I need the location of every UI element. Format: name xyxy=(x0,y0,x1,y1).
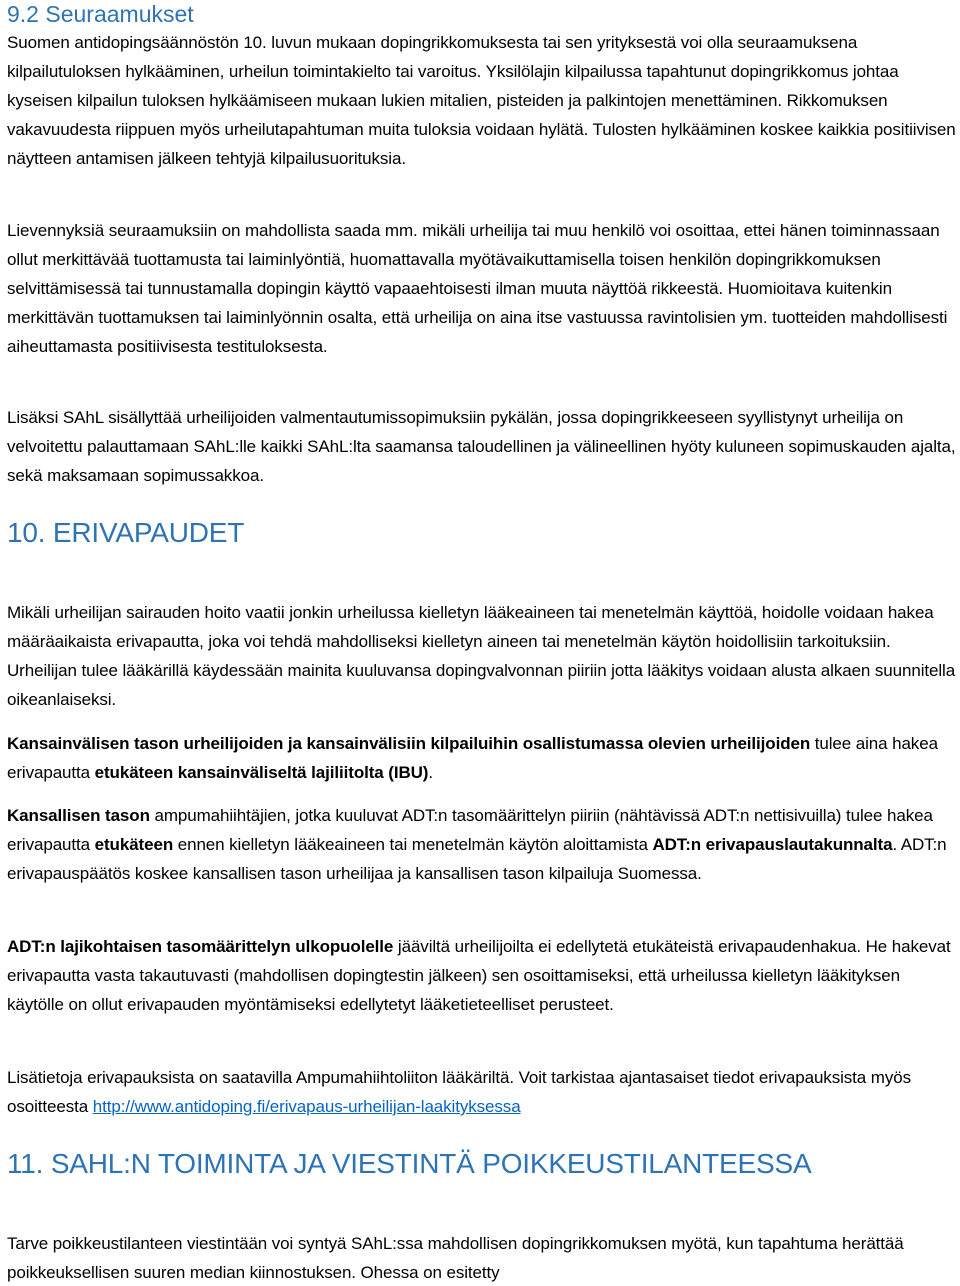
section-11-heading: 11. SAHL:N TOIMINTA JA VIESTINTÄ POIKKEUSTILANTEESSA xyxy=(7,1148,812,1179)
paragraph-text: jääviltä urheilijoilta ei edellytetä etukäteistä erivapaudenhakua. He hakevat erivapautta vasta takautuvasti (mahdollisen dopingtestin jälkeen) sen osoittamiseksi, että urheilussa kielletyn lääkityksen käytölle on ollut erivapauden myöntämiseksi edellytetyt lääketieteelliset perusteet. xyxy=(7,937,951,1014)
bold-text: Kansainvälisen tason urheilijoiden ja kansainvälisiin kilpailuihin osallistumassa olevien urheilijoiden xyxy=(7,734,811,753)
section-10-heading: 10. ERIVAPAUDET xyxy=(7,517,245,548)
section-10-paragraph-5 xyxy=(7,1063,957,1121)
paragraph-text: ampumahiihtäjien, jotka kuuluvat ADT:n tasomäärittelyn piiriin (nähtävissä ADT:n nettisivuilla) tulee hakea erivapautta xyxy=(7,806,933,854)
bold-text: etukäteen kansainväliseltä lajiliitolta (IBU) xyxy=(94,763,429,782)
section-9-2-paragraph-1 xyxy=(7,28,957,173)
paragraph-text: . xyxy=(428,763,433,782)
section-10-paragraph-2 xyxy=(7,729,957,787)
paragraph-text: tulee aina hakea erivapautta xyxy=(7,734,938,782)
section-9-2-paragraph-2: Lievennyksiä seuraamuksiin on mahdollista saada mm. mikäli urheilija tai muu henkilö voi osoittaa, ettei hänen toiminnassaan ollut merkittävää tuottamusta tai laiminlyöntiä, huomattavalla myötävaikuttamisella toisen henkilön dopingrikkomuksen selvittämisessä tai tunnustamalla dopingin käyttö vapaaehtoisesti ilman muuta näyttöä rikkeestä. Huomioitava kuitenkin merkittävän tuottamuksen tai laiminlyönnin osalta, että urheilija on aina itse vastuussa ravintolisien ym. tuotteiden mahdollisesti aiheuttamasta positiivisesta testituloksesta. xyxy=(7,221,948,356)
section-10-paragraph-4 xyxy=(7,932,957,1019)
section-11-paragraph-1: Tarve poikkeustilanteen viestintään voi syntyä SAhL:ssa mahdollisen dopingrikkomuksen myötä, kun tapahtuma herättää poikkeuksellisen suuren median kiinnostuksen. Ohessa on esitetty xyxy=(7,1234,904,1282)
paragraph-text: Suomen antidopingsäännöstön 10. luvun mukaan dopingrikkomuksesta tai sen yrityksestä voi olla seuraamuksena kilpailutuloksen hylkääminen, urheilun toimintakielto tai varoitus. Yksilölajin kilpailussa tapahtunut dopingrikkomus johtaa kyseisen kilpailun tuloksen hylkäämiseen mukaan lukien mitalien, pisteiden ja palkintojen menettäminen. xyxy=(7,33,899,110)
bold-text: Kansallisen tason xyxy=(7,806,150,825)
paragraph-text: Rikkomuksen vakavuudesta riippuen myös urheilutapahtuman muita tuloksia voidaan hylätä. Tulosten hylkääminen koskee kaikkia positiivisen näytteen antamisen jälkeen tehtyjä kilpailusuorituksia. xyxy=(7,91,956,168)
section-10-paragraph-3 xyxy=(7,801,957,888)
section-9-2-paragraph-3: Lisäksi SAhL sisällyttää urheilijoiden valmentautumissopimuksiin pykälän, jossa dopingrikkeeseen syyllistynyt urheilija on velvoitettu palauttamaan SAhL:lle kaikki SAhL:lta saamansa taloudellinen ja välineellinen hyöty kuluneen sopimuskauden ajalta, sekä maksamaan sopimussakkoa. xyxy=(7,408,956,485)
section-10-paragraph-1: Mikäli urheilijan sairauden hoito vaatii jonkin urheilussa kielletyn lääkeaineen tai menetelmän käyttöä, hoidolle voidaan hakea määräaikaista erivapautta, joka voi tehdä mahdolliseksi kielletyn aineen tai menetelmän käytön hoidollisiin tarkoituksiin. Urheilijan tulee lääkärillä käydessään mainita kuuluvansa dopingvalvonnan piiriin jotta lääkitys voidaan alusta alkaen suunnitella oikeanlaiseksi. xyxy=(7,603,956,709)
section-9-2-heading: 9.2 Seuraamukset xyxy=(7,1,194,27)
paragraph-text: . ADT:n erivapauspäätös koskee kansallisen tason urheilijaa ja kansallisen tason kilpailuja Suomessa. xyxy=(7,835,947,883)
bold-text: ADT:n erivapauslautakunnalta xyxy=(652,835,893,854)
antidoping-link[interactable]: http://www.antidoping.fi/erivapaus-urheilijan-laakityksessa xyxy=(92,1097,521,1116)
paragraph-text: ennen kielletyn lääkeaineen tai menetelmän käytön aloittamista xyxy=(173,835,653,854)
paragraph-text: Lisätietoja erivapauksista on saatavilla Ampumahiihtoliiton lääkäriltä. Voit tarkistaa ajantasaiset tiedot erivapauksista myös osoitteesta xyxy=(7,1068,911,1116)
bold-text: ADT:n lajikohtaisen tasomäärittelyn ulkopuolelle xyxy=(7,937,394,956)
bold-text: etukäteen xyxy=(94,835,174,854)
